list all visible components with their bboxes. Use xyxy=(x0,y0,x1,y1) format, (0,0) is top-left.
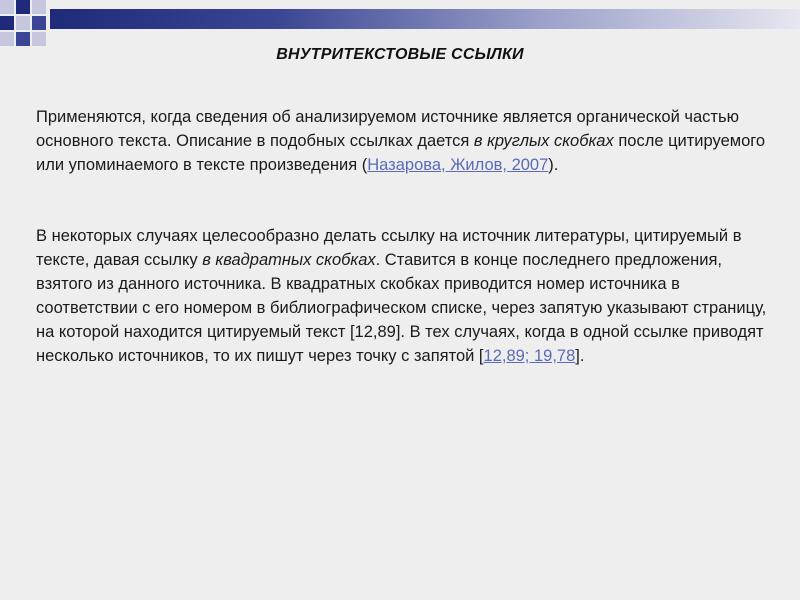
header-gradient-bar xyxy=(50,9,800,29)
citation-link[interactable]: Назарова, Жилов, 2007 xyxy=(367,156,549,174)
italic-phrase: в квадратных скобках xyxy=(202,251,376,269)
decor-square xyxy=(0,0,14,14)
decor-square xyxy=(16,0,30,14)
paragraph-round-brackets xyxy=(36,105,776,177)
decor-square xyxy=(32,0,46,14)
decor-square xyxy=(0,16,14,30)
paragraph-text: В некоторых случаях целесообразно делать ссылку на источник литературы, цитируемый в тексте, давая ссылку xyxy=(36,227,742,269)
slide-title: ВНУТРИТЕКСТОВЫЕ ССЫЛКИ xyxy=(276,46,524,63)
paragraph-square-brackets xyxy=(36,224,776,368)
paragraph-text: после цитируемого или упоминаемого в тексте произведения ( xyxy=(36,132,766,174)
decor-square xyxy=(32,16,46,30)
citation-link[interactable]: 12,89; 19,78 xyxy=(483,347,576,365)
decor-square xyxy=(16,16,30,30)
decor-square xyxy=(0,32,14,46)
italic-phrase: в круглых скобках xyxy=(473,132,614,150)
decor-square xyxy=(16,32,30,46)
paragraph-text: . Ставится в конце последнего предложения, взятого из данного источника. В квадратных скобках приводится номер источника в соответствии с его номером в библиографическом списке, через запятую указывают страницу, на которой находится цитируемый текст [12,89]. В тех случаях, когда в одной ссылке приводят несколько источников, то их пишут через точку с запятой [ xyxy=(36,251,767,365)
paragraph-text: Применяются, когда сведения об анализируемом источнике является органической частью основного текста. Описание в подобных ссылках дается xyxy=(36,108,739,150)
paragraph-text: ]. xyxy=(575,347,585,365)
paragraph-text: ). xyxy=(548,156,559,174)
decor-square xyxy=(32,32,46,46)
